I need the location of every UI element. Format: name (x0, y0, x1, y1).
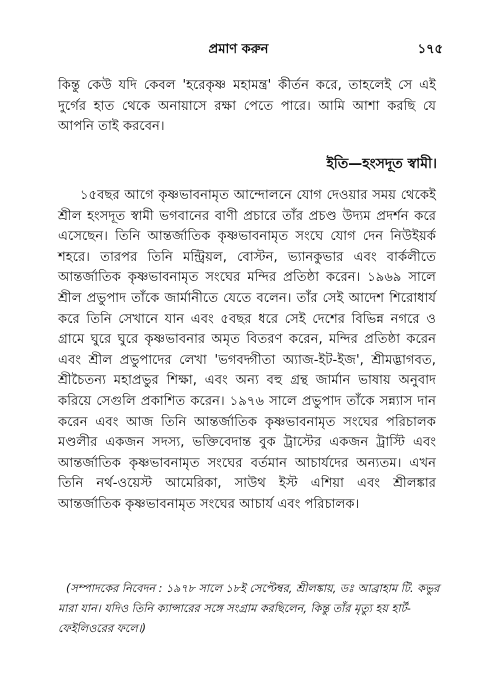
letter-closing-paragraph: কিন্তু কেউ যদি কেবল 'হরেকৃষ্ণ মহামন্ত্র' কীর্তন করে, তাহলেই সে এই দুর্গের হাত থেকে অনায়াসে রক্ষা পেতে পারে। আমি আশা করছি যে আপনি তাই করবেন। (58, 78, 436, 135)
letter-signature: ইতি—হংসদূত স্বামী। (326, 156, 437, 172)
page-header (0, 40, 477, 60)
running-title: প্রমাণ করুন (208, 42, 269, 57)
editor-note: (সম্পাদকের নিবেদন : ১৯৭৮ সালে ১৮ই সেপ্টেম্বর, শ্রীলঙ্কায়, ডঃ আব্রাহাম টি. কভুর মারা যান। যদিও তিনি ক্যান্সারের সঙ্গে সংগ্রাম করছিলেন, কিন্তু তাঁর মৃত্যু হয় হার্ট-ফেইলিওরের ফলে।) (58, 582, 440, 635)
author-biography-paragraph: ১৫বছর আগে কৃষ্ণভাবনামৃত আন্দোলনে যোগ দেওয়ার সময় থেকেই শ্রীল হংসদূত স্বামী ভগবানের বাণী প্রচারে তাঁর প্রচণ্ড উদ্যম প্রদর্শন করে এসেছেন। তিনি আন্তর্জাতিক কৃষ্ণভাবনামৃত সংঘে যোগ দেন নিউইয়র্ক শহরে। তারপর তিনি মন্ট্রিয়ল, বোস্টন, ভ্যানকুভার এবং বার্কলীতে আন্তর্জাতিক কৃষ্ণভাবনামৃত সংঘের মন্দির প্রতিষ্ঠা করেন। ১৯৬৯ সালে শ্রীল প্রভুপাদ তাঁকে জার্মানীতে যেতে বলেন। তাঁর সেই আদেশ শিরোধার্য করে তিনি সেখানে যান এবং ৫বছর ধরে সেই দেশের বিভিন্ন নগরে ও গ্রামে ঘুরে ঘুরে কৃষ্ণভাবনার অমৃত বিতরণ করেন, মন্দির প্রতিষ্ঠা করেন এবং শ্রীল প্রভুপাদের লেখা 'ভগবদ্গীতা অ্যাজ-ইট-ইজ', শ্রীমদ্ভাগবত, শ্রীচৈতন্য মহাপ্রভুর শিক্ষা, এবং অন্য বহু গ্রন্থ জার্মান ভাষায় অনুবাদ করিয়ে সেগুলি প্রকাশিত করেন। ১৯৭৬ সালে প্রভুপাদ তাঁকে সন্ন্যাস দান করেন এবং আজ তিনি আন্তর্জাতিক কৃষ্ণভাবনামৃত সংঘের পরিচালক মণ্ডলীর একজন সদস্য, ভক্তিবেদান্ত বুক ট্রাস্টের একজন ট্রাস্টি এবং আন্তর্জাতিক কৃষ্ণভাবনামৃত সংঘের বর্তমান আচার্যদের অন্যতম। এখন তিনি নর্থ-ওয়েস্ট আমেরিকা, সাউথ ইস্ট এশিয়া এবং শ্রীলঙ্কার আন্তর্জাতিক কৃষ্ণভাবনামৃত সংঘের আচার্য এবং পরিচালক। (58, 188, 436, 512)
page-number: ১৭৫ (417, 42, 443, 57)
